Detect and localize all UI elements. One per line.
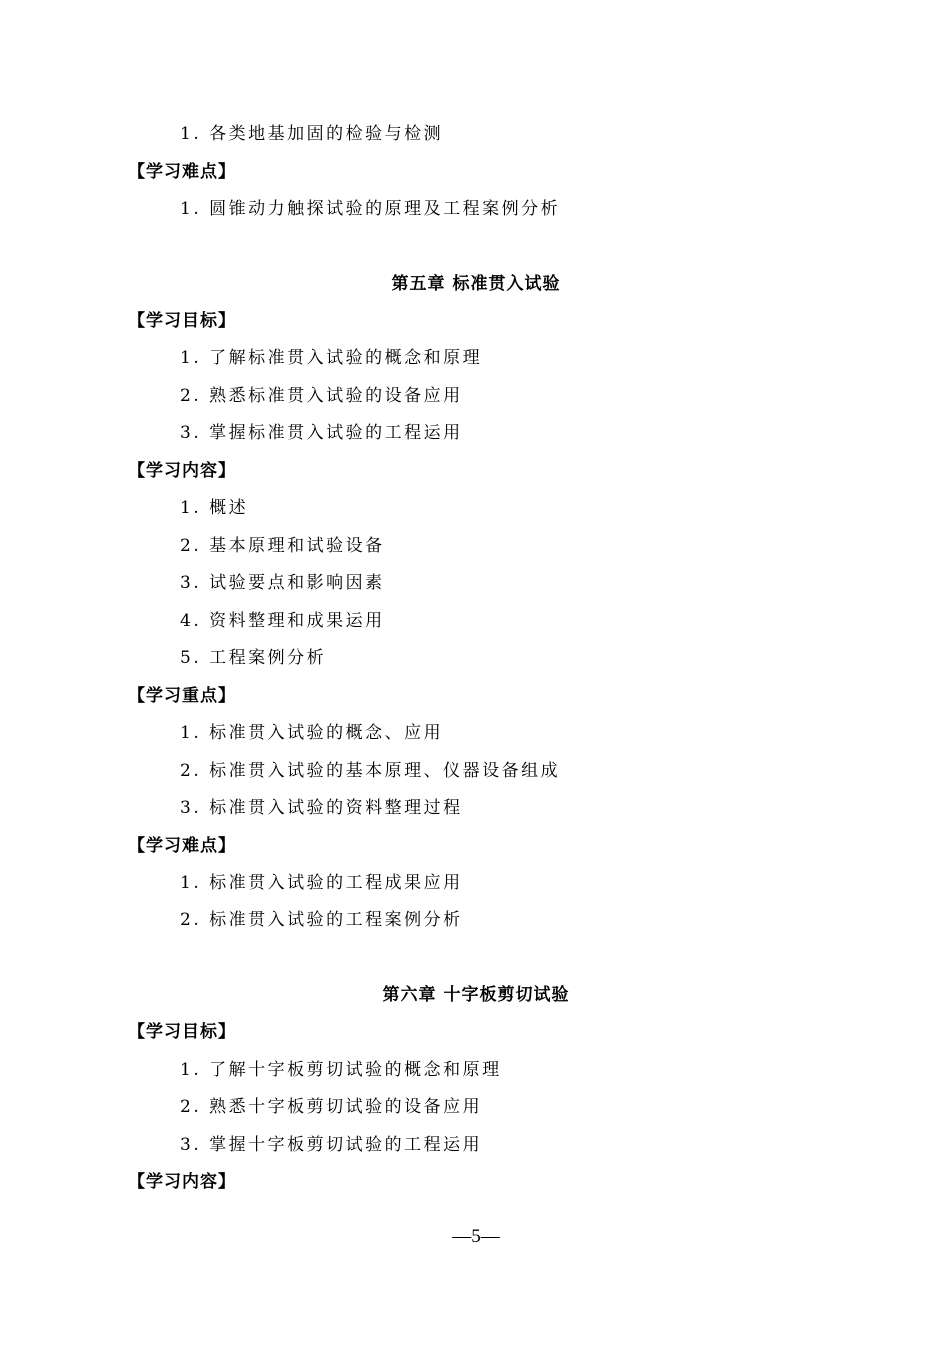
section-heading-key: 【学习重点】 <box>128 686 236 706</box>
list-item: 3. 标准贯入试验的资料整理过程 <box>180 798 463 818</box>
list-item: 1. 了解十字板剪切试验的概念和原理 <box>180 1060 502 1080</box>
list-item: 4. 资料整理和成果运用 <box>180 611 385 631</box>
list-item: 1. 圆锥动力触探试验的原理及工程案例分析 <box>180 199 561 219</box>
section-heading-difficulty: 【学习难点】 <box>128 162 236 182</box>
list-item: 1. 标准贯入试验的概念、应用 <box>180 723 444 743</box>
section-heading-goals: 【学习目标】 <box>128 1022 236 1042</box>
list-item: 5. 工程案例分析 <box>180 648 327 668</box>
list-item: 2. 熟悉十字板剪切试验的设备应用 <box>180 1097 483 1117</box>
section-heading-goals: 【学习目标】 <box>128 311 236 331</box>
list-item: 2. 熟悉标准贯入试验的设备应用 <box>180 386 463 406</box>
section-heading-content: 【学习内容】 <box>128 461 236 481</box>
list-item: 3. 掌握十字板剪切试验的工程运用 <box>180 1135 483 1155</box>
list-item: 2. 基本原理和试验设备 <box>180 536 385 556</box>
page-number: —5— <box>452 1226 500 1247</box>
list-item: 3. 掌握标准贯入试验的工程运用 <box>180 423 463 443</box>
list-item: 2. 标准贯入试验的基本原理、仪器设备组成 <box>180 761 561 781</box>
list-item: 2. 标准贯入试验的工程案例分析 <box>180 910 463 930</box>
list-item: 1. 概述 <box>180 498 249 518</box>
list-item: 1. 各类地基加固的检验与检测 <box>180 124 444 144</box>
chapter-title: 第五章 标准贯入试验 <box>391 274 561 294</box>
list-item: 1. 了解标准贯入试验的概念和原理 <box>180 348 483 368</box>
chapter-title: 第六章 十字板剪切试验 <box>382 985 570 1005</box>
list-item: 1. 标准贯入试验的工程成果应用 <box>180 873 463 893</box>
list-item: 3. 试验要点和影响因素 <box>180 573 385 593</box>
section-heading-difficulty: 【学习难点】 <box>128 836 236 856</box>
section-heading-content: 【学习内容】 <box>128 1172 236 1192</box>
